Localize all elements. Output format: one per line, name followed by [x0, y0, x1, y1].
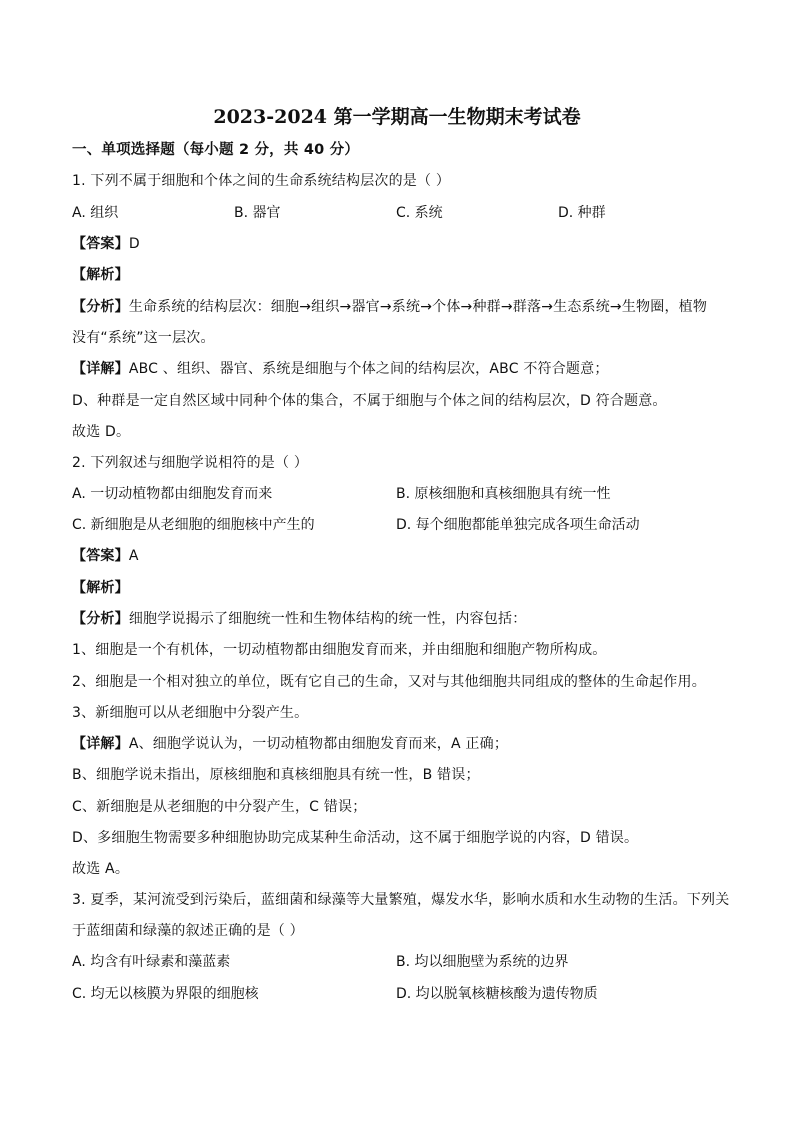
xiangjie-label: 【详解】 — [72, 361, 129, 377]
q2-analysis-label — [72, 578, 732, 598]
q2-xiangjie-line-1 — [72, 734, 732, 754]
q2-conclusion: 故选 A。 — [72, 861, 130, 877]
q1-fenxi-line-2: 没有“系统”这一层次。 — [72, 330, 215, 346]
xiangjie-label: 【详解】 — [72, 736, 129, 752]
q1-fenxi-line-1 — [72, 297, 732, 317]
q3-option-c: C. 均无以核膜为界限的细胞核 — [72, 986, 259, 1002]
analysis-label: 【解析】 — [72, 580, 129, 596]
fenxi-text: 生命系统的结构层次：细胞→组织→器官→系统→个体→种群→群落→生态系统→生物圈，植物 — [128, 299, 708, 315]
q3-option-b: B. 均以细胞壁为系统的边界 — [396, 954, 569, 970]
xiangjie-text: ABC 、组织、器官、系统是细胞与个体之间的结构层次，ABC 不符合题意； — [128, 361, 609, 377]
q3-option-a: A. 均含有叶绿素和藻蓝素 — [72, 954, 231, 970]
answer-label: 【答案】 — [72, 548, 129, 564]
q1-option-c: C. 系统 — [396, 205, 443, 221]
q2-xiangjie-line-2: B、细胞学说未指出，原核细胞和真核细胞具有统一性，B 错误； — [72, 767, 480, 783]
q2-point-3: 3、新细胞可以从老细胞中分裂产生。 — [72, 705, 309, 721]
fenxi-text: 细胞学说揭示了细胞统一性和生物体结构的统一性，内容包括： — [128, 611, 527, 627]
section-heading: 一、单项选择题（每小题 2 分，共 40 分） — [72, 142, 360, 158]
q2-option-b: B. 原核细胞和真核细胞具有统一性 — [396, 486, 611, 502]
q2-option-d: D. 每个细胞都能单独完成各项生命活动 — [396, 517, 640, 533]
answer-value: A — [128, 548, 139, 564]
fenxi-label: 【分析】 — [72, 299, 129, 315]
q1-analysis-label — [72, 265, 732, 285]
q2-point-2: 2、细胞是一个相对独立的单位，既有它自己的生命，又对与其他细胞共同组成的整体的生命起作用。 — [72, 674, 706, 690]
xiangjie-text: A、细胞学说认为，一切动植物都由细胞发育而来，A 正确； — [128, 736, 509, 752]
q2-xiangjie-line-3: C、新细胞是从老细胞的中分裂产生，C 错误； — [72, 799, 367, 815]
q1-xiangjie-line-1 — [72, 359, 732, 379]
q2-option-a: A. 一切动植物都由细胞发育而来 — [72, 486, 273, 502]
q3-option-d: D. 均以脱氧核糖核酸为遗传物质 — [396, 986, 598, 1002]
q2-point-1: 1、细胞是一个有机体，一切动植物都由细胞发育而来，并由细胞和细胞产物所构成。 — [72, 642, 607, 658]
q1-option-d: D. 种群 — [558, 205, 606, 221]
answer-value: D — [128, 236, 140, 252]
question-1-stem: 1. 下列不属于细胞和个体之间的生命系统结构层次的是（ ） — [72, 173, 451, 189]
question-3-stem-line-1: 3. 夏季，某河流受到污染后，蓝细菌和绿藻等大量繁殖，爆发水华，影响水质和水生动物的生活。下列关 — [72, 892, 730, 908]
q1-xiangjie-line-2: D、种群是一定自然区域中同种个体的集合，不属于细胞与个体之间的结构层次，D 符合题意。 — [72, 393, 667, 409]
answer-label: 【答案】 — [72, 236, 129, 252]
q1-conclusion: 故选 D。 — [72, 424, 131, 440]
q1-option-b: B. 器官 — [234, 205, 281, 221]
q2-xiangjie-line-4: D、多细胞生物需要多种细胞协助完成某种生命活动，这不属于细胞学说的内容，D 错误。 — [72, 830, 639, 846]
analysis-label: 【解析】 — [72, 267, 129, 283]
fenxi-label: 【分析】 — [72, 611, 129, 627]
q2-option-c: C. 新细胞是从老细胞的细胞核中产生的 — [72, 517, 315, 533]
q2-fenxi-line-1 — [72, 609, 732, 629]
question-3-stem-line-2: 于蓝细菌和绿藻的叙述正确的是（ ） — [72, 923, 304, 939]
q1-answer — [72, 234, 732, 254]
q2-answer — [72, 546, 732, 566]
question-2-stem: 2. 下列叙述与细胞学说相符的是（ ） — [72, 455, 309, 471]
page-title: 2023-2024 第一学期高一生物期末考试卷 — [213, 106, 581, 128]
q1-option-a: A. 组织 — [72, 205, 119, 221]
